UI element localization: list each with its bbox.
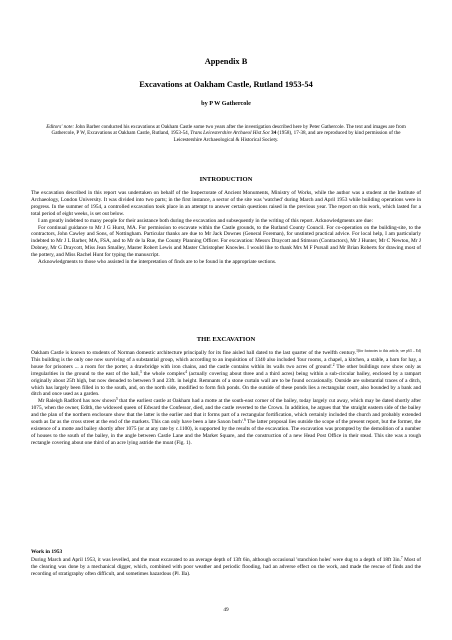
footnote-ref: 5 xyxy=(115,397,118,402)
text-run: Oakham Castle is known to students of Norman domestic architecture principally for its fine aisled hall dated to the last quarter of the twelfth century. xyxy=(31,350,357,356)
editors-note-volume: 34 xyxy=(271,130,277,137)
intro-paragraph: Acknowledgments to those who assisted in the interpretation of finds are to be found in the appropriate sections. xyxy=(38,259,277,266)
intro-paragraph: I am greatly indebted to many people for their assistance both during the excavation and subsequently in the writing of this report. Acknowledgments are due: xyxy=(38,217,373,224)
footnote-ref: 7 xyxy=(400,556,403,560)
editors-note-tail: (1958), 17-38, and are reproduced by kind permission of the Leicestershire Archaeological & Historical Society. xyxy=(173,130,401,143)
excavation-paragraph xyxy=(31,350,421,398)
author-byline: by P W Gathercole xyxy=(201,100,251,107)
text-run: The latter proposal lies outside the scope of the present report, but the former, the existence of a motte and bailey shortly after 1075 (or at any rate by c.1100), is supported by the results of the excavation. The excavation was prompted by the demolition of a number of houses to the south of the bailey, in the angle between Castle Lane and the Market Square, and the construction of a new Head Post Office in their stead. This site was a rough rectangle covering about one third of an acre lying astride the moat (Fig. 1). xyxy=(31,419,421,446)
excavation-heading: THE EXCAVATION xyxy=(196,336,256,343)
text-run: the whole complex xyxy=(141,370,186,377)
work-paragraph xyxy=(31,557,421,578)
excavation-body xyxy=(31,350,421,447)
intro-paragraph: For continual guidance to Mr J G Hurst, MA. For permission to excavate within the Castle grounds, to the Rutland County Council. For co-operation on the building-site, to the contractors, John Cawley and Sons, of Nottingham. Particular thanks are due to Mr Jack Downes (General Foreman), for unstinted practical advice. For local help, I am particularly indebted to Mr J L Barber, MA, FSA, and to Mr de la Rue, the County Planning Officer. For excavation: Messrs Draycott and Stimson (Contractors), Mr J Hunter, Mr C Newton, Mr J Dobney, Mr G Draycott, Miss Jean Smalley, Master Robert Lewis and Master Christopher Knowles. I would like to thank Mrs M F Pursall and Mr Brian Roberts for drawing most of the pottery, and Miss Rachel Hunt for typing the manuscript. xyxy=(31,224,421,259)
footnote-ref: 4 xyxy=(185,369,187,374)
intro-paragraph: The excavation described in this report was undertaken on behalf of the Inspectorate of Ancient Monuments, Ministry of Works, while the author was a student at the Institute of Archaeology, London University. It was divided into two parts; in the first instance, a sector of the site was 'watched' during March and April 1953 while building operations were in progress. In the summer of 1954, a controlled excavation took place in an attempt to answer certain questions raised in the previous year. The report on this work, which lasted for a total period of eight weeks, is set out below. xyxy=(31,190,421,217)
text-run: The other buildings now show only as irregularities in the ground to the east of the hall, xyxy=(31,363,421,377)
editors-note-label: Editors' note: xyxy=(46,124,75,130)
text-run: Most of the clearing was done by a mechanical digger, which, combined with poor weather and periodic flooding, had an adverse effect on the work, and made the rescue of finds and the recording of stratigraphy often difficult, and sometimes hazardous (Pl. IIa). xyxy=(31,557,421,577)
text-run: This building is the only one now surviving of a substantial group, which according to an inquisition of 1340 also included 'four rooms, a chapel, a kitchen, a stable, a barn for hay, a house for prisoners ... a room for the porter, a drawbridge with iron chains, and the castle contains within its walls two acres of ground'. xyxy=(31,356,421,370)
footnote-ref: 1 xyxy=(356,349,358,353)
editors-note-text: John Barber conducted his excavations at Oakham Castle some two years after the investigation described here by Peter Gathercole. The text and images are from Gathercole, P W, Excavations at Oakham Castle, Rutland, 1953-54, xyxy=(51,124,406,137)
footnote-note: (for footnotes to this article, see p63 – Ed) xyxy=(357,349,421,353)
footnote-ref: 6 xyxy=(244,418,246,423)
footnote-ref: 2 xyxy=(332,362,335,367)
page-number: 49 xyxy=(223,607,229,613)
appendix-heading: Appendix B xyxy=(204,57,248,66)
footnote-ref: 3 xyxy=(139,369,142,374)
excavation-paragraph xyxy=(31,398,421,446)
text-run: (actually covering about three and a third acres) being within a sub-circular bailey, enclosed by a rampart originally about 25ft high, but now denuded to between 9 and 23ft. in height. Remnants of a stone curtain wall are to be found occasionally. Outside are substantial traces of a ditch, which has largely been filled in to the south, and, on the north side, modified to form fish ponds. On the outside of these ponds lies a rectangular court, also bounded by a bank and ditch and once used as a garden. xyxy=(31,370,421,398)
editors-note-journal: Trans Leicestershire Archaeol Hist Soc xyxy=(190,130,270,137)
introduction-body xyxy=(31,190,421,266)
editors-note xyxy=(40,124,412,143)
article-title: Excavations at Oakham Castle, Rutland 1953-54 xyxy=(139,80,313,89)
introduction-heading: INTRODUCTION xyxy=(199,176,253,183)
text-run: During March and April 1953, it was levelled, and the moat excavated to an average depth of 13ft 6in, although occasional 'stanchion holes' were dug to a depth of 18ft 3in. xyxy=(31,557,401,563)
text-run: that the earliest castle at Oakham had a motte at the south-east corner of the bailey, today largely cut away, which may be dated shortly after 1075, when the owner, Edith, the widowed queen of Edward the Confessor, died, and the castle reverted to the Crown. In addition, he argues that 'the straight eastern side of the bailey and the plan of the northern enclosure show that the latter is the earlier and that it forms part of a rectangular fortification, which certainly included the church and probably extended south as far as the cross street at the end of the markets. This can only have been a late Saxon burh'. xyxy=(31,398,421,426)
work-1953-heading: Work in 1953 xyxy=(31,549,63,555)
text-run: Mr Raleigh Radford has now shown xyxy=(38,398,116,405)
work-1953-body xyxy=(31,557,421,578)
